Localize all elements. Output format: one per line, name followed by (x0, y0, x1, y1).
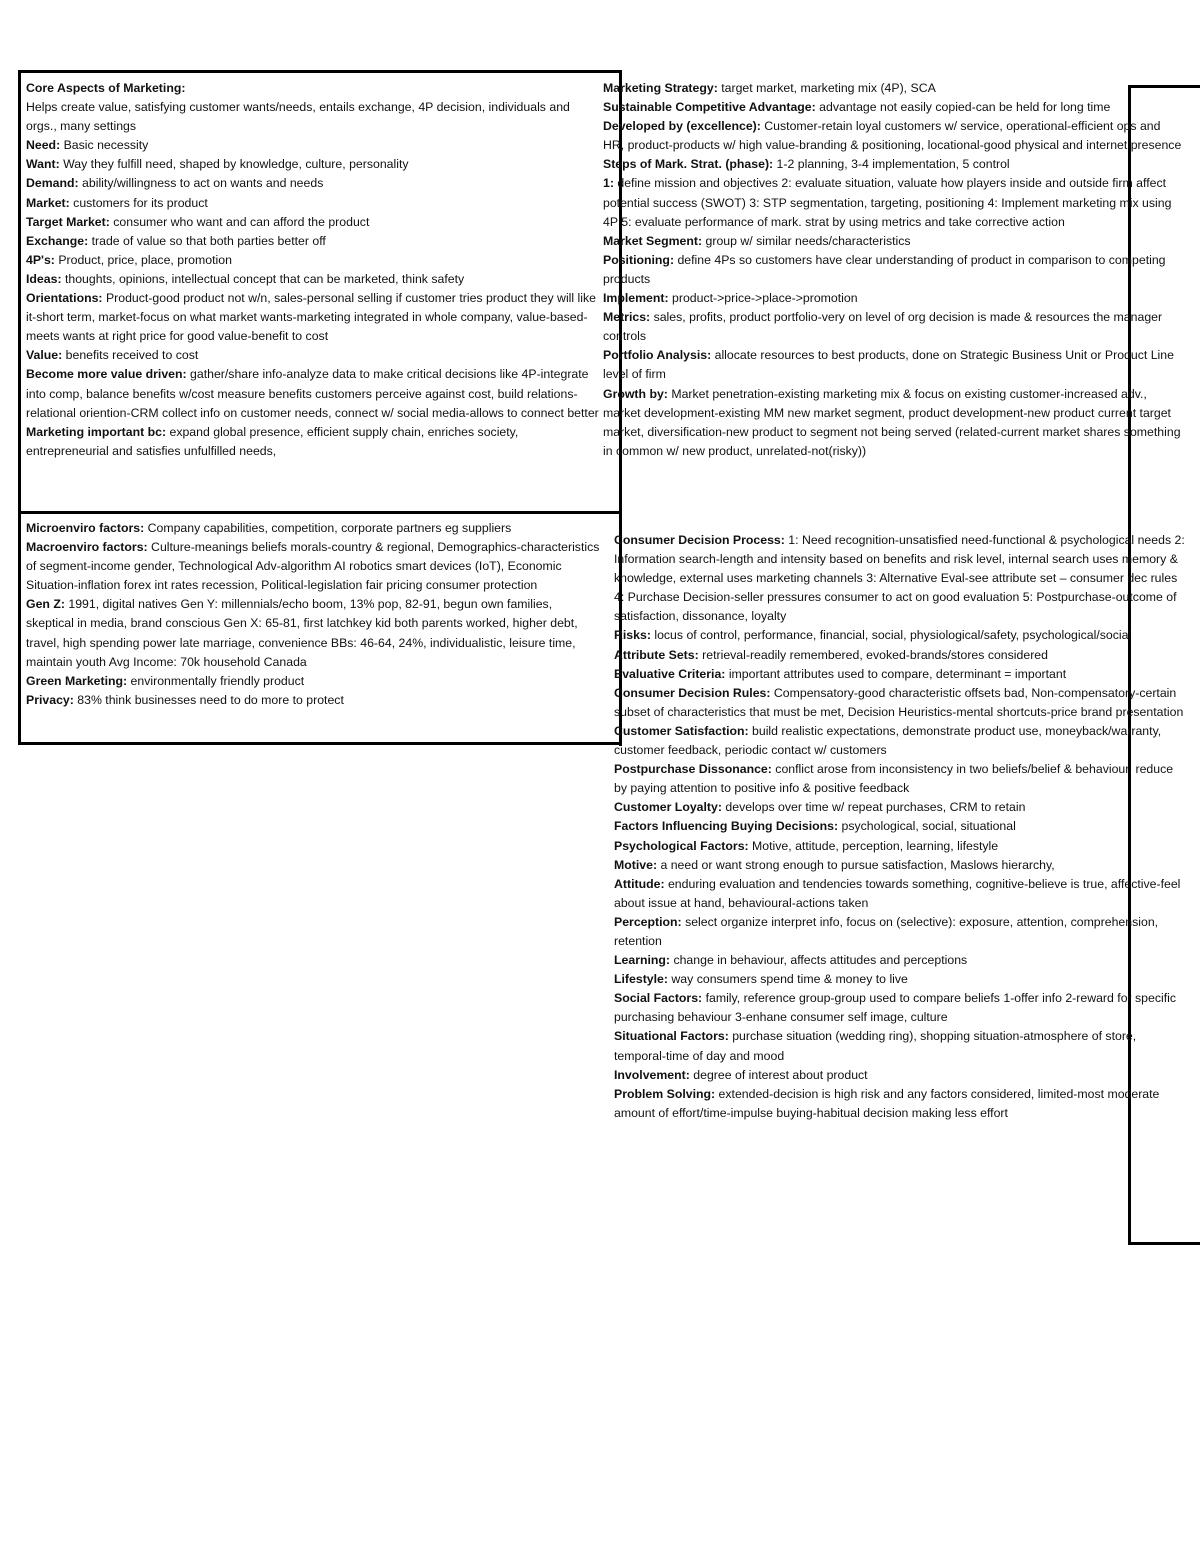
strategy-definition: group w/ similar needs/characteristics (702, 233, 911, 248)
strategy-definition: sales, profits, product portfolio-very on level of org decision is made & resources the manager controls (603, 310, 1163, 344)
core-definition: gather/share info-analyze data to make critical decisions like 4P-integrate into comp, balance benefits w/cost measure benefits customers perceive against cost, build relations-relational oriention-CRM collect info on customer needs, connect w/ social media-allows to connect better (26, 367, 599, 420)
enviro-entry (26, 519, 601, 538)
core-entry (26, 270, 601, 289)
strategy-column (603, 79, 1185, 461)
consumer-definition: way consumers spend time & money to live (668, 972, 908, 987)
consumer-entry (614, 684, 1186, 722)
strategy-entry (603, 251, 1185, 289)
core-definition: thoughts, opinions, intellectual concept that can be marketed, think safety (61, 271, 465, 286)
strategy-term: Market Segment: (603, 233, 703, 248)
consumer-term: Customer Loyalty: (614, 800, 722, 815)
consumer-definition: build realistic expectations, demonstrate product use, moneyback/warranty, customer feedback, periodic contact w/ customers (614, 723, 1162, 758)
consumer-term: Risks: (614, 628, 651, 643)
consumer-entry (614, 817, 1186, 836)
consumer-definition: family, reference group-group used to compare beliefs 1-offer info 2-reward for specific purchasing behaviour 3-enhane consumer self image, culture (614, 991, 1177, 1025)
consumer-term: Lifestyle: (614, 972, 668, 987)
core-entry (26, 155, 601, 174)
enviro-term: Gen Z: (26, 597, 65, 612)
consumer-term: Involvement: (614, 1067, 690, 1082)
consumer-entry (614, 951, 1186, 970)
consumer-definition: extended-decision is high risk and any factors considered, limited-most moderate amount of effort/time-impulse buying-habitual decision making less effort (614, 1086, 1160, 1120)
consumer-definition: degree of interest about product (689, 1067, 868, 1082)
strategy-definition: define 4Ps so customers have clear understanding of product in comparison to competing products (603, 252, 1166, 286)
strategy-entry (603, 346, 1185, 384)
core-entry (26, 289, 601, 346)
enviro-definition: 83% think businesses need to do more to protect (73, 692, 344, 707)
core-definition: Product-good product not w/n, sales-personal selling if customer tries product they will like it-short term, market-focus on what market wants-marketing integrated in whole company, value-based-meets wants at right price for good value-benefit to cost (26, 291, 597, 344)
strategy-entry (603, 174, 1185, 231)
strategy-term: 1: (603, 176, 614, 191)
core-definition: Way they fulfill need, shaped by knowledge, culture, personality (59, 157, 409, 172)
consumer-entry (614, 531, 1186, 626)
consumer-term: Social Factors: (614, 991, 703, 1006)
core-entry (26, 136, 601, 155)
strategy-term: Implement: (603, 291, 669, 306)
core-term: Value: (26, 348, 63, 363)
consumer-entry (614, 722, 1186, 760)
core-entry (26, 98, 601, 136)
enviro-term: Privacy: (26, 692, 74, 707)
consumer-entry (614, 646, 1186, 665)
core-entry (26, 346, 601, 365)
strategy-term: Sustainable Competitive Advantage: (603, 100, 816, 115)
enviro-entry (26, 595, 601, 671)
core-definition: Helps create value, satisfying customer wants/needs, entails exchange, 4P decision, individuals and orgs., many settings (26, 100, 570, 134)
consumer-entry (614, 798, 1186, 817)
strategy-term: Developed by (excellence): (603, 119, 761, 134)
core-entry (26, 423, 601, 461)
core-definition: Product, price, place, promotion (54, 252, 232, 267)
consumer-term: Evaluative Criteria: (614, 666, 726, 681)
core-term: Become more value driven: (26, 367, 187, 382)
core-entry (26, 174, 601, 193)
strategy-definition: allocate resources to best products, done on Strategic Business Unit or Product Line level of firm (603, 348, 1174, 382)
consumer-term: Motive: (614, 857, 658, 872)
strategy-definition: target market, marketing mix (4P), SCA (717, 81, 936, 95)
strategy-entry (603, 308, 1185, 346)
consumer-entry (614, 1085, 1186, 1123)
consumer-definition: psychological, social, situational (838, 819, 1016, 834)
core-term: Ideas: (26, 271, 62, 286)
core-entry (26, 365, 601, 422)
core-term: Target Market: (26, 214, 110, 229)
core-definition: consumer who want and can afford the product (109, 214, 370, 229)
enviro-entry (26, 672, 601, 691)
enviro-term: Microenviro factors: (26, 521, 145, 535)
core-aspects-column (26, 79, 601, 461)
core-term: Core Aspects of Marketing: (26, 81, 186, 95)
core-term: Demand: (26, 176, 79, 191)
strategy-term: Growth by: (603, 386, 668, 401)
consumer-term: Learning: (614, 953, 671, 968)
consumer-term: Consumer Decision Rules: (614, 685, 771, 700)
core-entry (26, 251, 601, 270)
consumer-term: Attitude: (614, 876, 665, 891)
consumer-definition: develops over time w/ repeat purchases, CRM to retain (721, 800, 1026, 815)
consumer-definition: conflict arose from inconsistency in two beliefs/belief & behaviour, reduce by paying attention to positive info & positive feedback (614, 762, 1174, 796)
strategy-entry (603, 79, 1185, 98)
core-definition: benefits received to cost (62, 348, 199, 363)
core-definition: trade of value so that both parties better off (88, 233, 326, 248)
consumer-definition: 1: Need recognition-unsatisfied need-functional & psychological needs 2: Information search-length and intensity based on benefits and risk level, internal search uses memory & knowledge, external uses marketing channels 3: Alternative Eval-see attribute set – consumer dec rules 4: Purchase Decision-seller pressures consumer to act on good evaluation 5: Postpurchase-outcome of satisfaction, dissonance, loyalty (614, 533, 1185, 624)
strategy-entry (603, 232, 1185, 251)
consumer-term: Postpurchase Dissonance: (614, 762, 772, 777)
core-term: Market: (26, 195, 70, 210)
consumer-term: Perception: (614, 914, 682, 929)
strategy-entry (603, 98, 1185, 117)
strategy-definition: advantage not easily copied-can be held for long time (815, 100, 1111, 115)
consumer-entry (614, 875, 1186, 913)
environment-column (26, 519, 601, 710)
consumer-definition: select organize interpret info, focus on (selective): exposure, attention, comprehension, retention (614, 914, 1159, 948)
core-term: Marketing important bc: (26, 424, 167, 439)
consumer-entry (614, 1027, 1186, 1065)
strategy-term: Steps of Mark. Strat. (phase): (603, 157, 774, 172)
core-entry (26, 194, 601, 213)
enviro-definition: environmentally friendly product (127, 673, 305, 688)
strategy-entry (603, 117, 1185, 155)
consumer-entry (614, 837, 1186, 856)
consumer-term: Attribute Sets: (614, 647, 699, 662)
consumer-term: Factors Influencing Buying Decisions: (614, 819, 839, 834)
core-term: Orientations: (26, 291, 103, 306)
core-term: Need: (26, 138, 61, 153)
consumer-term: Situational Factors: (614, 1029, 729, 1044)
strategy-definition: Customer-retain loyal customers w/ service, operational-efficient ops and HR, product-products w/ high value-branding & positioning, locational-good physical and internet presence (603, 119, 1182, 153)
consumer-entry (614, 913, 1186, 951)
enviro-entry (26, 538, 601, 595)
enviro-entry (26, 691, 601, 710)
core-definition: expand global presence, efficient supply chain, enriches society, entrepreneurial and satisfies unfulfilled needs, (26, 424, 519, 458)
strategy-definition: define mission and objectives 2: evaluate situation, valuate how players inside and outside firm affect potential success (SWOT) 3: STP segmentation, targeting, positioning 4: Implement marketing mix using 4P 5: evaluate performance of mark. strat by using metrics and take corrective action (603, 176, 1172, 229)
consumer-term: Customer Satisfaction: (614, 723, 749, 738)
consumer-definition: purchase situation (wedding ring), shopping situation-atmosphere of store, temporal-time of day and mood (614, 1029, 1137, 1063)
strategy-term: Portfolio Analysis: (603, 348, 712, 363)
consumer-entry (614, 970, 1186, 989)
consumer-entry (614, 626, 1186, 645)
consumer-definition: important attributes used to compare, determinant = important (725, 666, 1067, 681)
core-definition: customers for its product (69, 195, 208, 210)
strategy-definition: 1-2 planning, 3-4 implementation, 5 control (773, 157, 1010, 172)
core-term: Want: (26, 157, 60, 172)
consumer-entry (614, 665, 1186, 684)
consumer-column (614, 531, 1186, 1123)
consumer-definition: Compensatory-good characteristic offsets bad, Non-compensatory-certain subset of characteristics that must be met, Decision Heuristics-mental shortcuts-price brand presentation (614, 685, 1184, 719)
strategy-definition: Market penetration-existing marketing mix & focus on existing customer-increased adv., market development-existing MM new market segment, product development-new product current target market, diversification-new product to segment not being served (related-current market shares something in common w/ new product, unrelated-not(risky)) (603, 386, 1181, 458)
consumer-term: Consumer Decision Process: (614, 533, 785, 547)
consumer-entry (614, 760, 1186, 798)
strategy-entry (603, 385, 1185, 461)
consumer-definition: Motive, attitude, perception, learning, lifestyle (748, 838, 999, 853)
consumer-entry (614, 1066, 1186, 1085)
core-definition: Basic necessity (60, 138, 149, 153)
consumer-definition: a need or want strong enough to pursue satisfaction, Maslows hierarchy, (657, 857, 1055, 872)
strategy-term: Positioning: (603, 252, 675, 267)
core-definition: ability/willingness to act on wants and needs (78, 176, 324, 191)
enviro-definition: Culture-meanings beliefs morals-country & regional, Demographics-characteristics of segment-income gender, Technological Adv-algorithm AI robotics smart devices (IoT), Economic Situation-inflation forex int rates recession, Political-legislation fair pricing consumer protection (26, 540, 600, 593)
core-entry (26, 213, 601, 232)
enviro-term: Macroenviro factors: (26, 540, 148, 555)
core-term: 4P's: (26, 252, 55, 267)
strategy-entry (603, 289, 1185, 308)
core-entry (26, 79, 601, 98)
consumer-entry (614, 856, 1186, 875)
consumer-term: Problem Solving: (614, 1086, 716, 1101)
consumer-term: Psychological Factors: (614, 838, 749, 853)
consumer-definition: enduring evaluation and tendencies towards something, cognitive-believe is true, affective-feel about issue at hand, behavioural-actions taken (614, 876, 1181, 910)
strategy-definition: product->price->place->promotion (668, 291, 858, 306)
enviro-definition: Company capabilities, competition, corporate partners eg suppliers (144, 521, 512, 535)
consumer-definition: retrieval-readily remembered, evoked-brands/stores considered (698, 647, 1048, 662)
consumer-definition: locus of control, performance, financial, social, physiological/safety, psychological/social (650, 628, 1132, 643)
enviro-definition: 1991, digital natives Gen Y: millennials/echo boom, 13% pop, 82-91, begun own families, skeptical in media, brand conscious Gen X: 65-81, first latchkey kid both parents worked, higher debt, travel, high spending power late marriage, convenience BBs: 46-64, 24%, individualistic, leisure time, maintain youth Avg Income: 70k household Canada (26, 597, 578, 669)
consumer-definition: change in behaviour, affects attitudes and perceptions (670, 953, 968, 968)
consumer-entry (614, 989, 1186, 1027)
strategy-term: Metrics: (603, 310, 651, 325)
enviro-term: Green Marketing: (26, 673, 128, 688)
strategy-term: Marketing Strategy: (603, 81, 718, 95)
strategy-entry (603, 155, 1185, 174)
core-term: Exchange: (26, 233, 89, 248)
core-entry (26, 232, 601, 251)
